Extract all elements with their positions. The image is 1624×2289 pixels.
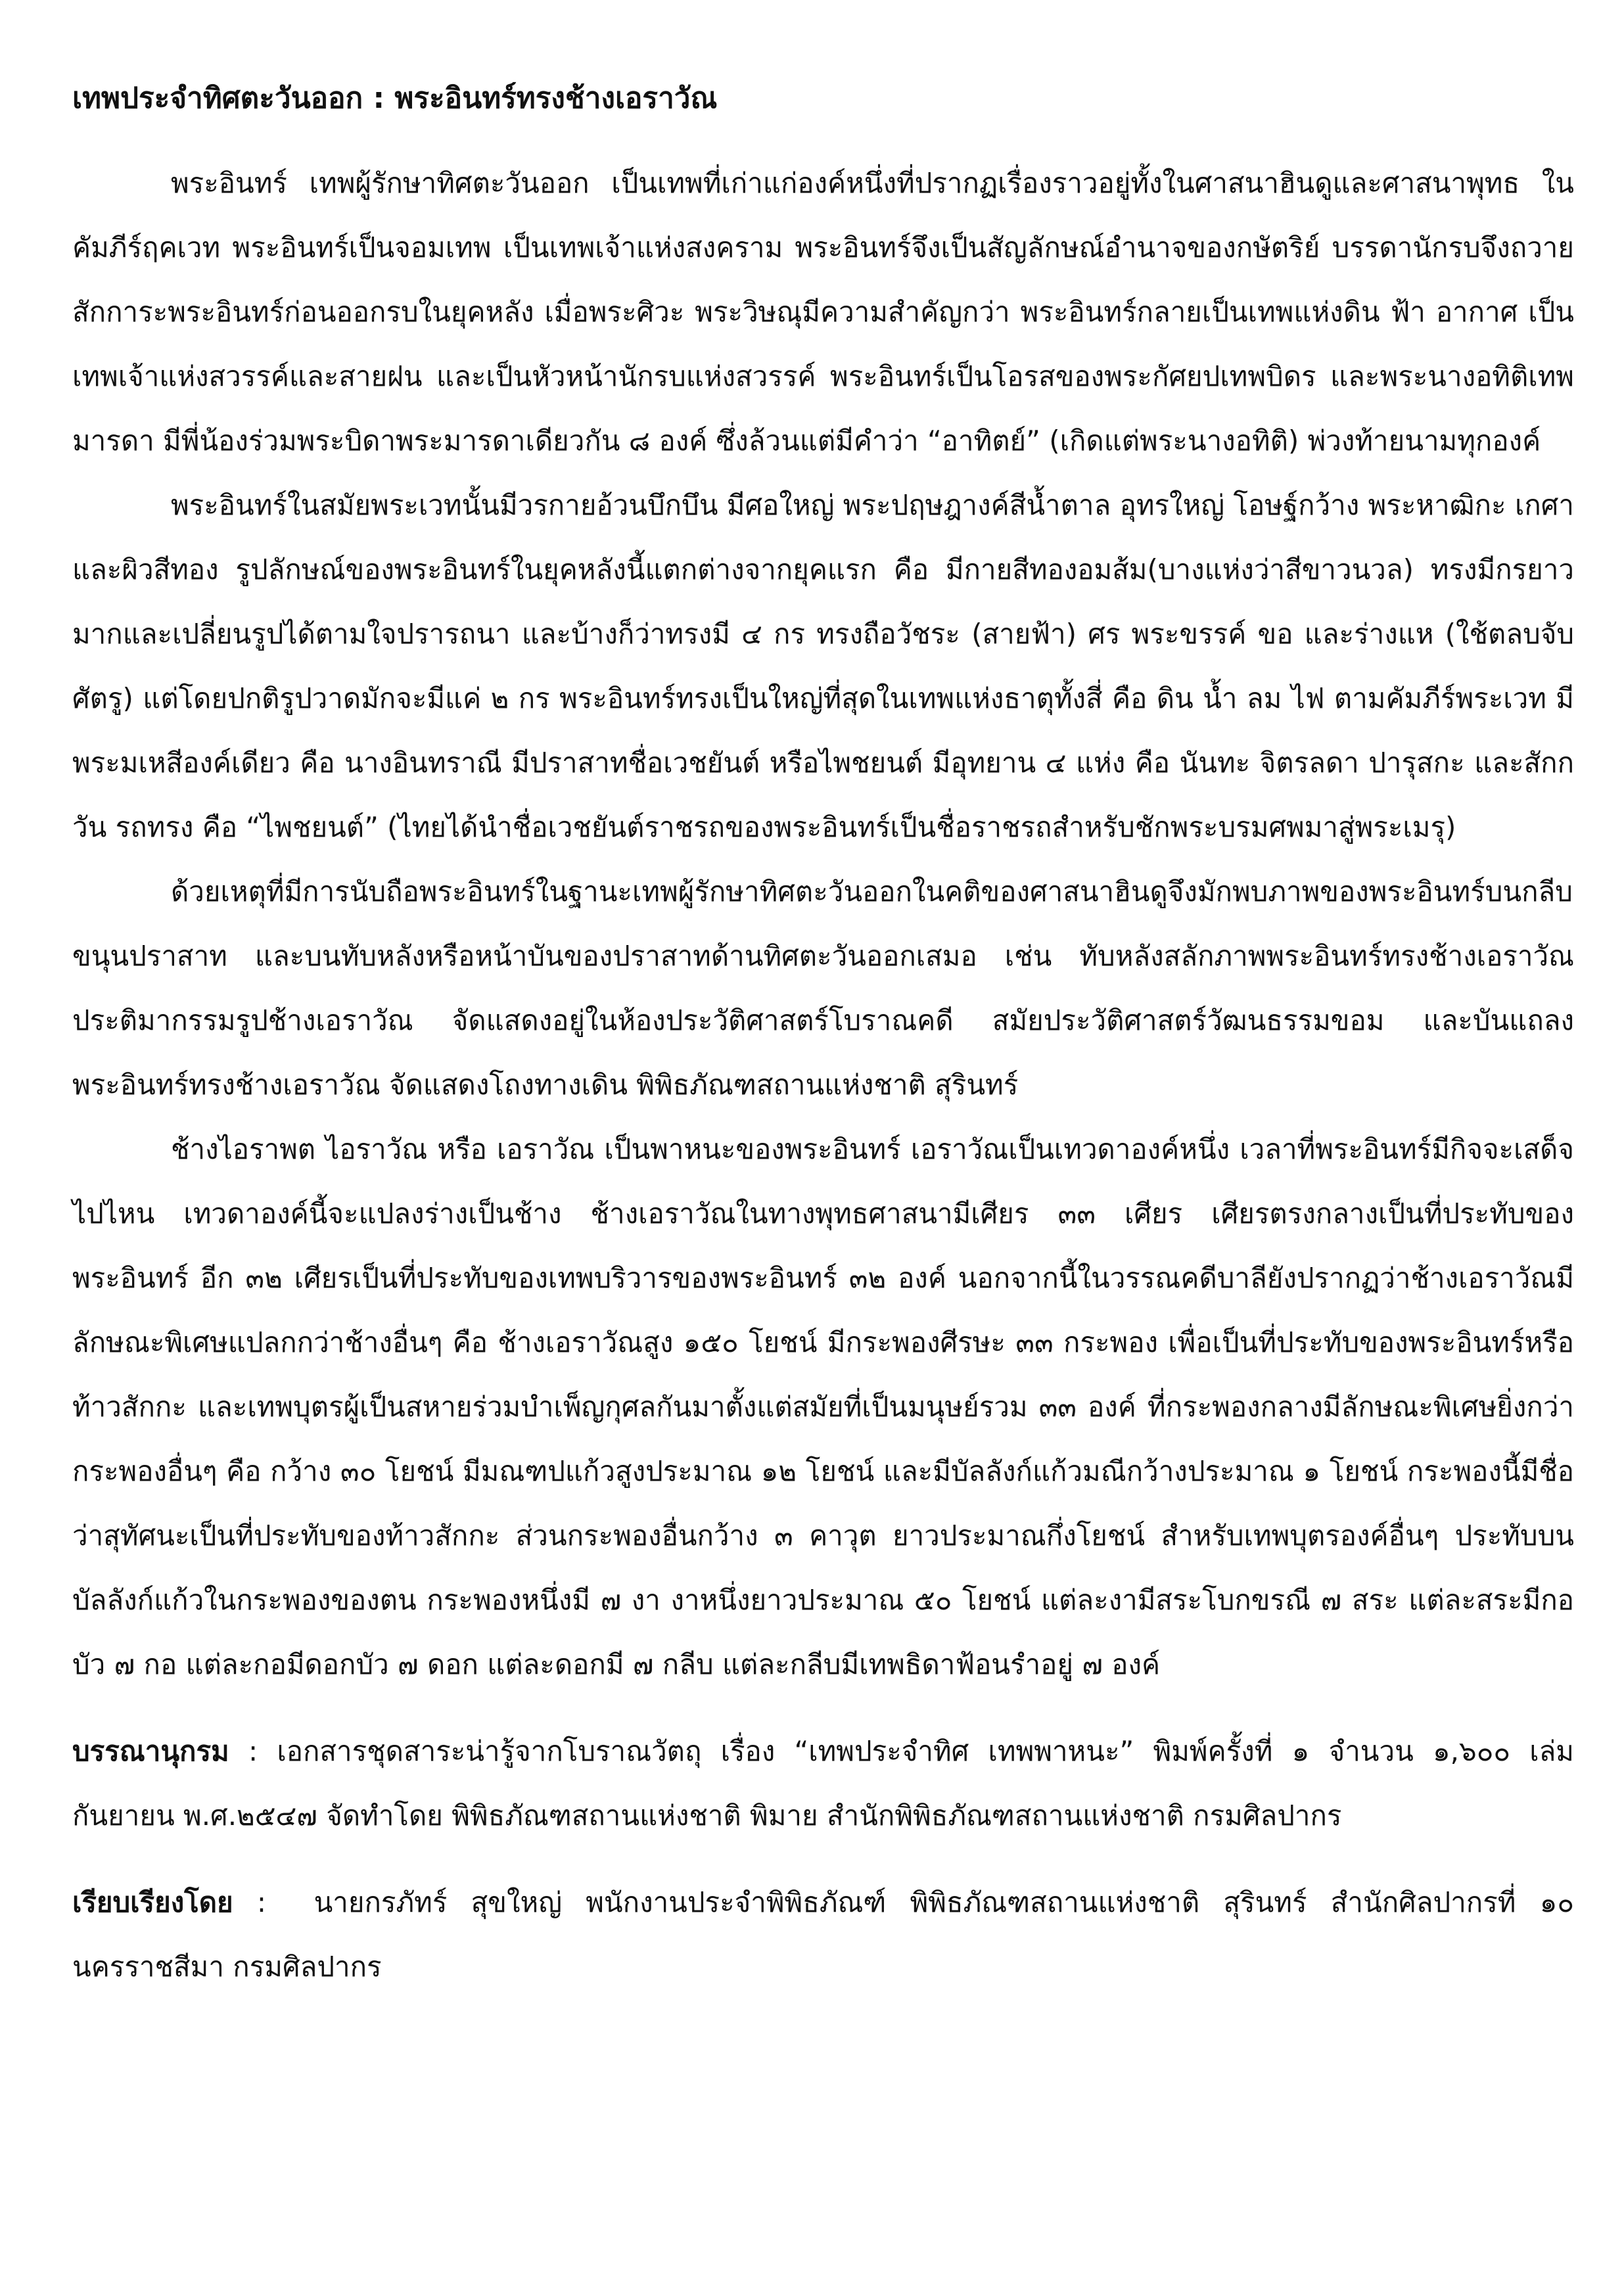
paragraph-indra-depictions: ด้วยเหตุที่มีการนับถือพระอินทร์ในฐานะเทพผู้รักษาทิศตะวันออกในคติของศาสนาฮินดูจึงมักพบภาพของพระอินทร์บนกลีบขนุนปราสาท และบนทับหลังหรือหน้าบันของปราสาทด้านทิศตะวันออกเสมอ เช่น ทับหลังสลักภาพพระอินทร์ทรงช้างเอราวัณ ประติมากรรมรูปช้างเอราวัณ จัดแสดงอยู่ในห้องประวัติศาสตร์โบราณคดี สมัยประวัติศาสตร์วัฒนธรรมขอม และบันแถลงพระอินทร์ทรงช้างเอราวัณ จัดแสดงโถงทางเดิน พิพิธภัณฑสถานแห่งชาติ สุรินทร์ xyxy=(72,875,1574,1101)
compiled-by-text: นายกรภัทร์ สุขใหญ่ พนักงานประจำพิพิธภัณฑ์ พิพิธภัณฑสถานแห่งชาติ สุรินทร์ สำนักศิลปากรที่ ๑๐ นครราชสีมา กรมศิลปากร xyxy=(72,1886,1575,1983)
compiled-by xyxy=(72,1870,1574,1999)
bibliography-label: บรรณานุกรม xyxy=(72,1735,229,1767)
paragraph-indra-appearance: พระอินทร์ในสมัยพระเวทนั้นมีวรกายอ้วนบึกบึน มีศอใหญ่ พระปฤษฎางค์สีน้ำตาล อุทรใหญ่ โอษฐ์กว้าง พระหาฒิกะ เกศาและผิวสีทอง รูปลักษณ์ของพระอินทร์ในยุคหลังนี้แตกต่างจากยุคแรก คือ มีกายสีทองอมส้ม(บางแห่งว่าสีขาวนวล) ทรงมีกรยาวมากและเปลี่ยนรูปได้ตามใจปรารถนา และบ้างก็ว่าทรงมี ๔ กร ทรงถือวัชระ (สายฟ้า) ศร พระขรรค์ ขอ และร่างแห (ใช้ตลบจับศัตรู) แต่โดยปกติรูปวาดมักจะมีแค่ ๒ กร พระอินทร์ทรงเป็นใหญ่ที่สุดในเทพแห่งธาตุทั้งสี่ คือ ดิน น้ำ ลม ไฟ ตามคัมภีร์พระเวท มีพระมเหสีองค์เดียว คือ นางอินทราณี มีปราสาทชื่อเวชยันต์ หรือไพชยนต์ มีอุทยาน ๔ แห่ง คือ นันทะ จิตรลดา ปารุสกะ และสักกวัน รถทรง คือ “ไพชยนต์” (ไทยได้นำชื่อเวชยันต์ราชรถของพระอินทร์เป็นชื่อราชรถสำหรับชักพระบรมศพมาสู่พระเมรุ) xyxy=(72,489,1574,843)
compiled-by-label: เรียบเรียงโดย xyxy=(72,1886,233,1918)
paragraph-indra-origin: พระอินทร์ เทพผู้รักษาทิศตะวันออก เป็นเทพที่เก่าแก่องค์หนึ่งที่ปรากฏเรื่องราวอยู่ทั้งในศาสนาฮินดูและศาสนาพุทธ ในคัมภีร์ฤคเวท พระอินทร์เป็นจอมเทพ เป็นเทพเจ้าแห่งสงคราม พระอินทร์จึงเป็นสัญลักษณ์อำนาจของกษัตริย์ บรรดานักรบจึงถวายสักการะพระอินทร์ก่อนออกรบในยุคหลัง เมื่อพระศิวะ พระวิษณุมีความสำคัญกว่า พระอินทร์กลายเป็นเทพแห่งดิน ฟ้า อากาศ เป็นเทพเจ้าแห่งสวรรค์และสายฝน และเป็นหัวหน้านักรบแห่งสวรรค์ พระอินทร์เป็นโอรสของพระกัศยปเทพบิดร และพระนางอทิติเทพมารดา มีพี่น้องร่วมพระบิดาพระมารดาเดียวกัน ๘ องค์ ซึ่งล้วนแต่มีคำว่า “อาทิตย์” (เกิดแต่พระนางอทิติ) พ่วงท้ายนามทุกองค์ xyxy=(72,167,1574,457)
bibliography-text: เอกสารชุดสาระน่ารู้จากโบราณวัตถุ เรื่อง “เทพประจำทิศ เทพพาหนะ” พิมพ์ครั้งที่ ๑ จำนวน ๑,๖๐๐ เล่ม กันยายน พ.ศ.๒๕๔๗ จัดทำโดย พิพิธภัณฑสถานแห่งชาติ พิมาย สำนักพิพิธภัณฑสถานแห่งชาติ กรมศิลปากร xyxy=(72,1735,1574,1832)
paragraph-erawan-elephant: ช้างไอราพต ไอราวัณ หรือ เอราวัณ เป็นพาหนะของพระอินทร์ เอราวัณเป็นเทวดาองค์หนึ่ง เวลาที่พระอินทร์มีกิจจะเสด็จไปไหน เทวดาองค์นี้จะแปลงร่างเป็นช้าง ช้างเอราวัณในทางพุทธศาสนามีเศียร ๓๓ เศียร เศียรตรงกลางเป็นที่ประทับของพระอินทร์ อีก ๓๒ เศียรเป็นที่ประทับของเทพบริวารของพระอินทร์ ๓๒ องค์ นอกจากนี้ในวรรณคดีบาลียังปรากฏว่าช้างเอราวัณมีลักษณะพิเศษแปลกกว่าช้างอื่นๆ คือ ช้างเอราวัณสูง ๑๕๐ โยชน์ มีกระพองศีรษะ ๓๓ กระพอง เพื่อเป็นที่ประทับของพระอินทร์หรือท้าวสักกะ และเทพบุตรผู้เป็นสหายร่วมบำเพ็ญกุศลกันมาตั้งแต่สมัยที่เป็นมนุษย์รวม ๓๓ องค์ ที่กระพองกลางมีลักษณะพิเศษยิ่งกว่ากระพองอื่นๆ คือ กว้าง ๓๐ โยชน์ มีมณฑปแก้วสูงประมาณ ๑๒ โยชน์ และมีบัลลังก์แก้วมณีกว้างประมาณ ๑ โยชน์ กระพองนี้มีชื่อว่าสุทัศนะเป็นที่ประทับของท้าวสักกะ ส่วนกระพองอื่นกว้าง ๓ คาวุต ยาวประมาณกึ่งโยชน์ สำหรับเทพบุตรองค์อื่นๆ ประทับบนบัลลังก์แก้วในกระพองของตน กระพองหนึ่งมี ๗ งา งาหนึ่งยาวประมาณ ๕๐ โยชน์ แต่ละงามีสระโบกขรณี ๗ สระ แต่ละสระมีกอบัว ๗ กอ แต่ละกอมีดอกบัว ๗ ดอก แต่ละดอกมี ๗ กลีบ แต่ละกลีบมีเทพธิดาฟ้อนรำอยู่ ๗ องค์ xyxy=(72,1133,1574,1680)
compiled-by-separator: : xyxy=(233,1886,314,1918)
bibliography-separator: : xyxy=(229,1735,277,1767)
bibliography xyxy=(72,1719,1574,1848)
document-page xyxy=(72,72,1574,1999)
document-title: เทพประจำทิศตะวันออก : พระอินทร์ทรงช้างเอราวัณ xyxy=(72,81,718,115)
